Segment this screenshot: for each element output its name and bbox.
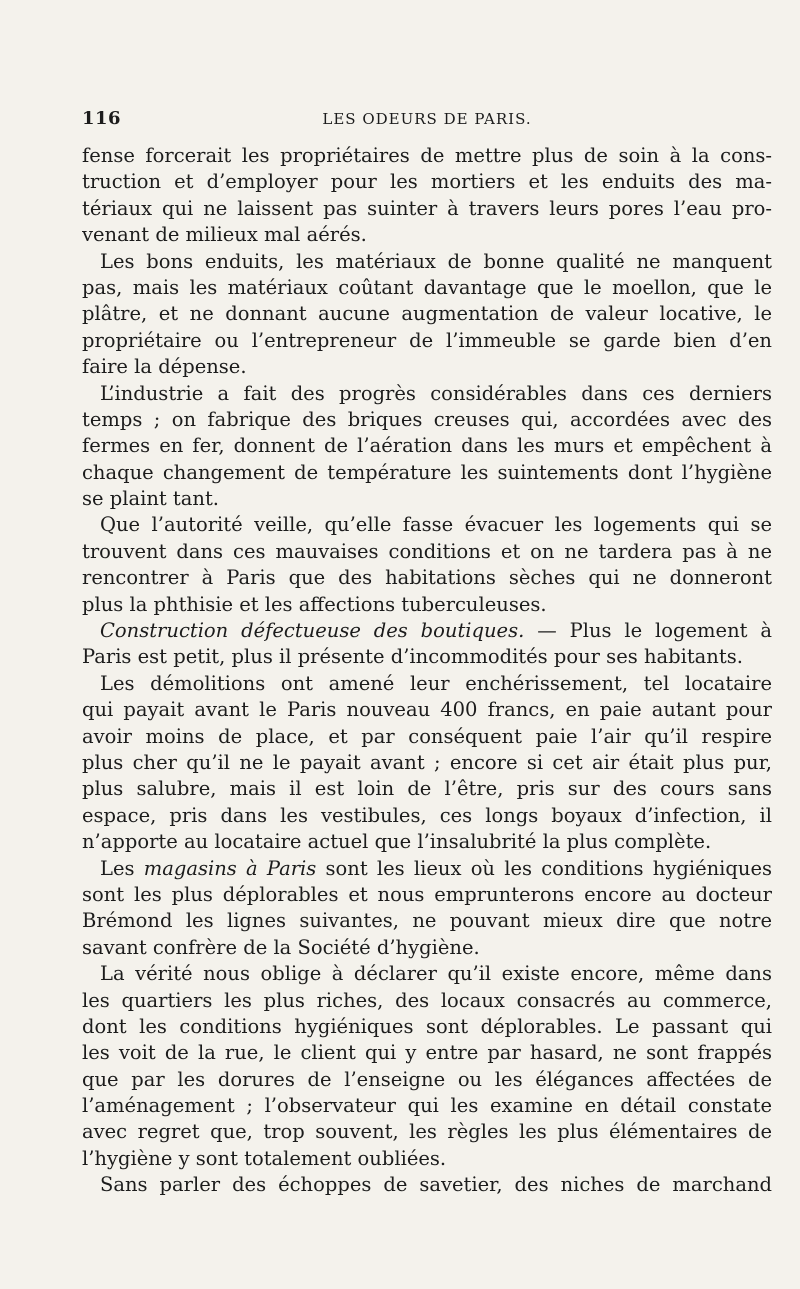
text-line <box>82 829 772 855</box>
line-text: n’apporte au locataire actuel que l’insalubrité la plus complète. <box>82 830 712 854</box>
text-line <box>82 1067 772 1093</box>
line-text: chaque changement de température les suintements dont l’hygiène <box>82 460 772 484</box>
body-text <box>82 143 772 1199</box>
line-text: plus salubre, mais il est loin de l’être, pris sur des cours sans <box>82 777 772 801</box>
text-line <box>82 1146 772 1172</box>
text-line <box>82 354 772 380</box>
line-text: l’aménagement ; l’observateur qui les examine en détail constate <box>82 1094 772 1118</box>
text-line <box>82 935 772 961</box>
text-line <box>82 776 772 802</box>
line-text: truction et d’employer pour les mortiers et les enduits des ma- <box>82 170 772 194</box>
line-text: sont les plus déplorables et nous emprunterons encore au docteur <box>82 882 772 906</box>
line-text: Brémond les lignes suivantes, ne pouvant mieux dire que notre <box>82 909 772 933</box>
text-line <box>82 961 772 987</box>
page-number: 116 <box>82 108 122 129</box>
italic-phrase: magasins à Paris <box>143 856 326 880</box>
line-text: avec regret que, trop souvent, les règles les plus élémentaires de <box>82 1120 772 1144</box>
line-text: rencontrer à Paris que des habitations sèches qui ne donneront <box>82 566 772 590</box>
text-line <box>82 381 772 407</box>
line-text: pas, mais les matériaux coûtant davantage que le moellon, que le <box>82 275 772 299</box>
line-text: plâtre, et ne donnant aucune augmentation de valeur locative, le <box>82 302 772 326</box>
text-line <box>82 407 772 433</box>
text-line <box>82 486 772 512</box>
line-text: L’industrie a fait des progrès considérables dans ces derniers <box>100 381 772 405</box>
text-line <box>82 275 772 301</box>
text-line <box>82 249 772 275</box>
line-text: La vérité nous oblige à déclarer qu’il existe encore, même dans <box>100 962 772 986</box>
line-text: plus cher qu’il ne le payait avant ; encore si cet air était plus pur, <box>82 750 772 774</box>
line-text: l’hygiène y sont totalement oubliées. <box>82 1146 447 1170</box>
text-line <box>82 618 772 644</box>
text-line <box>82 328 772 354</box>
line-text: trouvent dans ces mauvaises conditions et on ne tardera pas à ne <box>82 539 772 563</box>
line-text: que par les dorures de l’enseigne ou les élégances affectées de <box>82 1067 772 1091</box>
line-text: Paris est petit, plus il présente d’incommodités pour ses habitants. <box>82 645 743 669</box>
text-line <box>82 1172 772 1198</box>
text-line <box>82 1119 772 1145</box>
text-line <box>82 565 772 591</box>
line-text: Sans parler des échoppes de savetier, des niches de marchand <box>100 1173 772 1197</box>
line-text: — Plus le logement à <box>537 619 772 643</box>
line-text: Les démolitions ont amené leur enchérissement, tel locataire <box>100 671 772 695</box>
text-line <box>82 1014 772 1040</box>
page-header <box>82 108 772 138</box>
text-line <box>82 644 772 670</box>
line-text: les voit de la rue, le client qui y entre par hasard, ne sont frappés <box>82 1041 772 1065</box>
text-line <box>82 1093 772 1119</box>
line-text: temps ; on fabrique des briques creuses qui, accordées avec des <box>82 407 772 431</box>
line-text: fense forcerait les propriétaires de mettre plus de soin à la cons- <box>82 144 772 167</box>
text-line <box>82 539 772 565</box>
line-prefix: Les <box>100 856 144 880</box>
text-line <box>82 460 772 486</box>
line-text: faire la dépense. <box>82 355 247 379</box>
line-text: espace, pris dans les vestibules, ces longs boyaux d’infection, il <box>82 803 772 827</box>
line-text: avoir moins de place, et par conséquent paie l’air qu’il respire <box>82 724 772 748</box>
text-line <box>82 882 772 908</box>
text-line <box>82 169 772 195</box>
text-line <box>82 512 772 538</box>
line-text: dont les conditions hygiéniques sont déplorables. Le passant qui <box>82 1014 772 1038</box>
line-text: se plaint tant. <box>82 487 219 511</box>
text-line <box>82 697 772 723</box>
line-text: venant de milieux mal aérés. <box>82 223 367 247</box>
text-line <box>82 750 772 776</box>
line-text: les quartiers les plus riches, des locaux consacrés au commerce, <box>82 988 772 1012</box>
text-line <box>82 222 772 248</box>
italic-phrase: Construction défectueuse des boutiques. <box>100 619 538 643</box>
line-text: savant confrère de la Société d’hygiène. <box>82 935 480 959</box>
text-line <box>82 592 772 618</box>
text-line <box>82 988 772 1014</box>
line-text: fermes en fer, donnent de l’aération dans les murs et empêchent à <box>82 434 772 458</box>
text-line <box>82 671 772 697</box>
text-line <box>82 724 772 750</box>
text-line <box>82 1040 772 1066</box>
line-text: Les bons enduits, les matériaux de bonne qualité ne manquent <box>100 249 772 273</box>
line-text: plus la phthisie et les affections tuberculeuses. <box>82 592 547 616</box>
line-text: qui payait avant le Paris nouveau 400 francs, en paie autant pour <box>82 698 772 722</box>
line-text: sont les lieux où les conditions hygiéniques <box>325 856 772 880</box>
text-line <box>82 143 772 169</box>
text-line <box>82 301 772 327</box>
line-text: Que l’autorité veille, qu’elle fasse évacuer les logements qui se <box>100 513 772 537</box>
text-line <box>82 856 772 882</box>
text-line <box>82 803 772 829</box>
text-line <box>82 908 772 934</box>
text-line <box>82 196 772 222</box>
line-text: tériaux qui ne laissent pas suinter à travers leurs pores l’eau pro- <box>82 196 772 220</box>
text-line <box>82 433 772 459</box>
running-title: LES ODEURS DE PARIS. <box>322 110 532 128</box>
line-text: propriétaire ou l’entrepreneur de l’immeuble se garde bien d’en <box>82 328 772 352</box>
